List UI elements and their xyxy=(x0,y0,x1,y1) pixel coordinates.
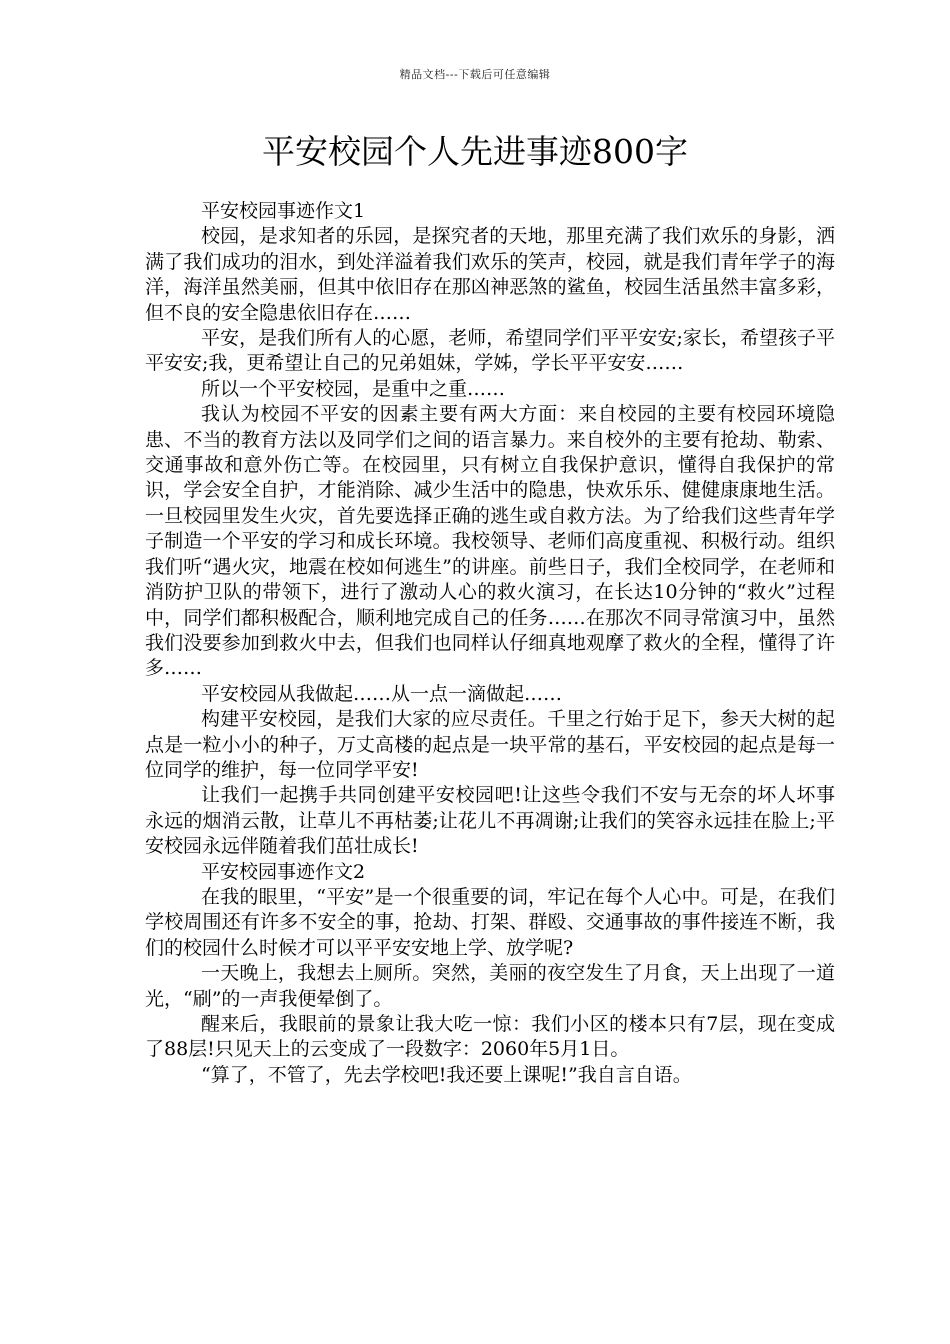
paragraph: 平安，是我们所有人的心愿，老师，希望同学们平平安安;家长，希望孩子平平安安;我，更希望让自己的兄弟姐妹，学姊，学长平平安安…… xyxy=(145,327,835,375)
paragraph: 醒来后，我眼前的景象让我大吃一惊：我们小区的楼本只有7层，现在变成了88层!只见天上的云变成了一段数字：2060年5月1日。 xyxy=(145,1013,835,1061)
header-note: 精品文档---下载后可任意编辑 xyxy=(399,68,551,81)
document-title: 平安校园个人先进事迹800字 xyxy=(262,132,688,171)
paragraph: 我认为校园不平安的因素主要有两大方面：来自校园的主要有校园环境隐患、不当的教育方法以及同学们之间的语言暴力。来自校外的主要有抢劫、勒索、交通事故和意外伤亡等。在校园里，只有树立自我保护意识，懂得自我保护的常识，学会安全自护，才能消除、减少生活中的隐患，快欢乐乐、健健康康地生活。一旦校园里发生火灾，首先要选择正确的逃生或自救方法。为了给我们这些青年学子制造一个平安的学习和成长环境。我校领导、老师们高度重视、积极行动。组织我们听“遇火灾，地震在校如何逃生”的讲座。前些日子，我们全校同学，在老师和消防护卫队的带领下，进行了激动人心的救火演习，在长达10分钟的“救火”过程中，同学们都积极配合，顺利地完成自己的任务……在那次不同寻常演习中，虽然我们没要参加到救火中去，但我们也同样认仔细真地观摩了救火的全程，懂得了许多…… xyxy=(145,403,835,680)
paragraph: 平安校园从我做起……从一点一滴做起…… xyxy=(201,682,563,705)
paragraph: 校园，是求知者的乐园，是探究者的天地，那里充满了我们欢乐的身影，洒满了我们成功的泪水，到处洋溢着我们欢乐的笑声，校园，就是我们青年学子的海洋，海洋虽然美丽，但其中依旧存在那凶神恶煞的鲨鱼，校园生活虽然丰富多彩，但不良的安全隐患依旧存在…… xyxy=(145,225,835,324)
document-body xyxy=(145,199,835,1088)
section-heading-1: 平安校园事迹作文1 xyxy=(201,200,366,222)
paragraph: 构建平安校园，是我们大家的应尽责任。千里之行始于足下，参天大树的起点是一粒小小的种子，万丈高楼的起点是一块平常的基石，平安校园的起点是每一位同学的维护，每一位同学平安! xyxy=(145,708,835,781)
section-heading-2: 平安校园事迹作文2 xyxy=(201,860,366,883)
paragraph: 所以一个平安校园，是重中之重…… xyxy=(201,377,506,400)
paragraph: “算了，不管了，先去学校吧!我还要上课呢!”我自言自语。 xyxy=(201,1063,692,1086)
paragraph: 在我的眼里，“平安”是一个很重要的词，牢记在每个人心中。可是，在我们学校周围还有许多不安全的事，抢劫、打架、群殴、交通事故的事件接连不断，我们的校园什么时候才可以平平安安地上学、放学呢? xyxy=(145,885,835,959)
paragraph: 让我们一起携手共同创建平安校园吧!让这些令我们不安与无奈的坏人坏事永远的烟消云散，让草儿不再枯萎;让花儿不再凋谢;让我们的笑容永远挂在脸上;平安校园永远伴随着我们茁壮成长! xyxy=(145,784,835,858)
paragraph: 一天晚上，我想去上厕所。突然，美丽的夜空发生了月食，天上出现了一道光，“刷”的一声我便晕倒了。 xyxy=(145,962,835,1010)
